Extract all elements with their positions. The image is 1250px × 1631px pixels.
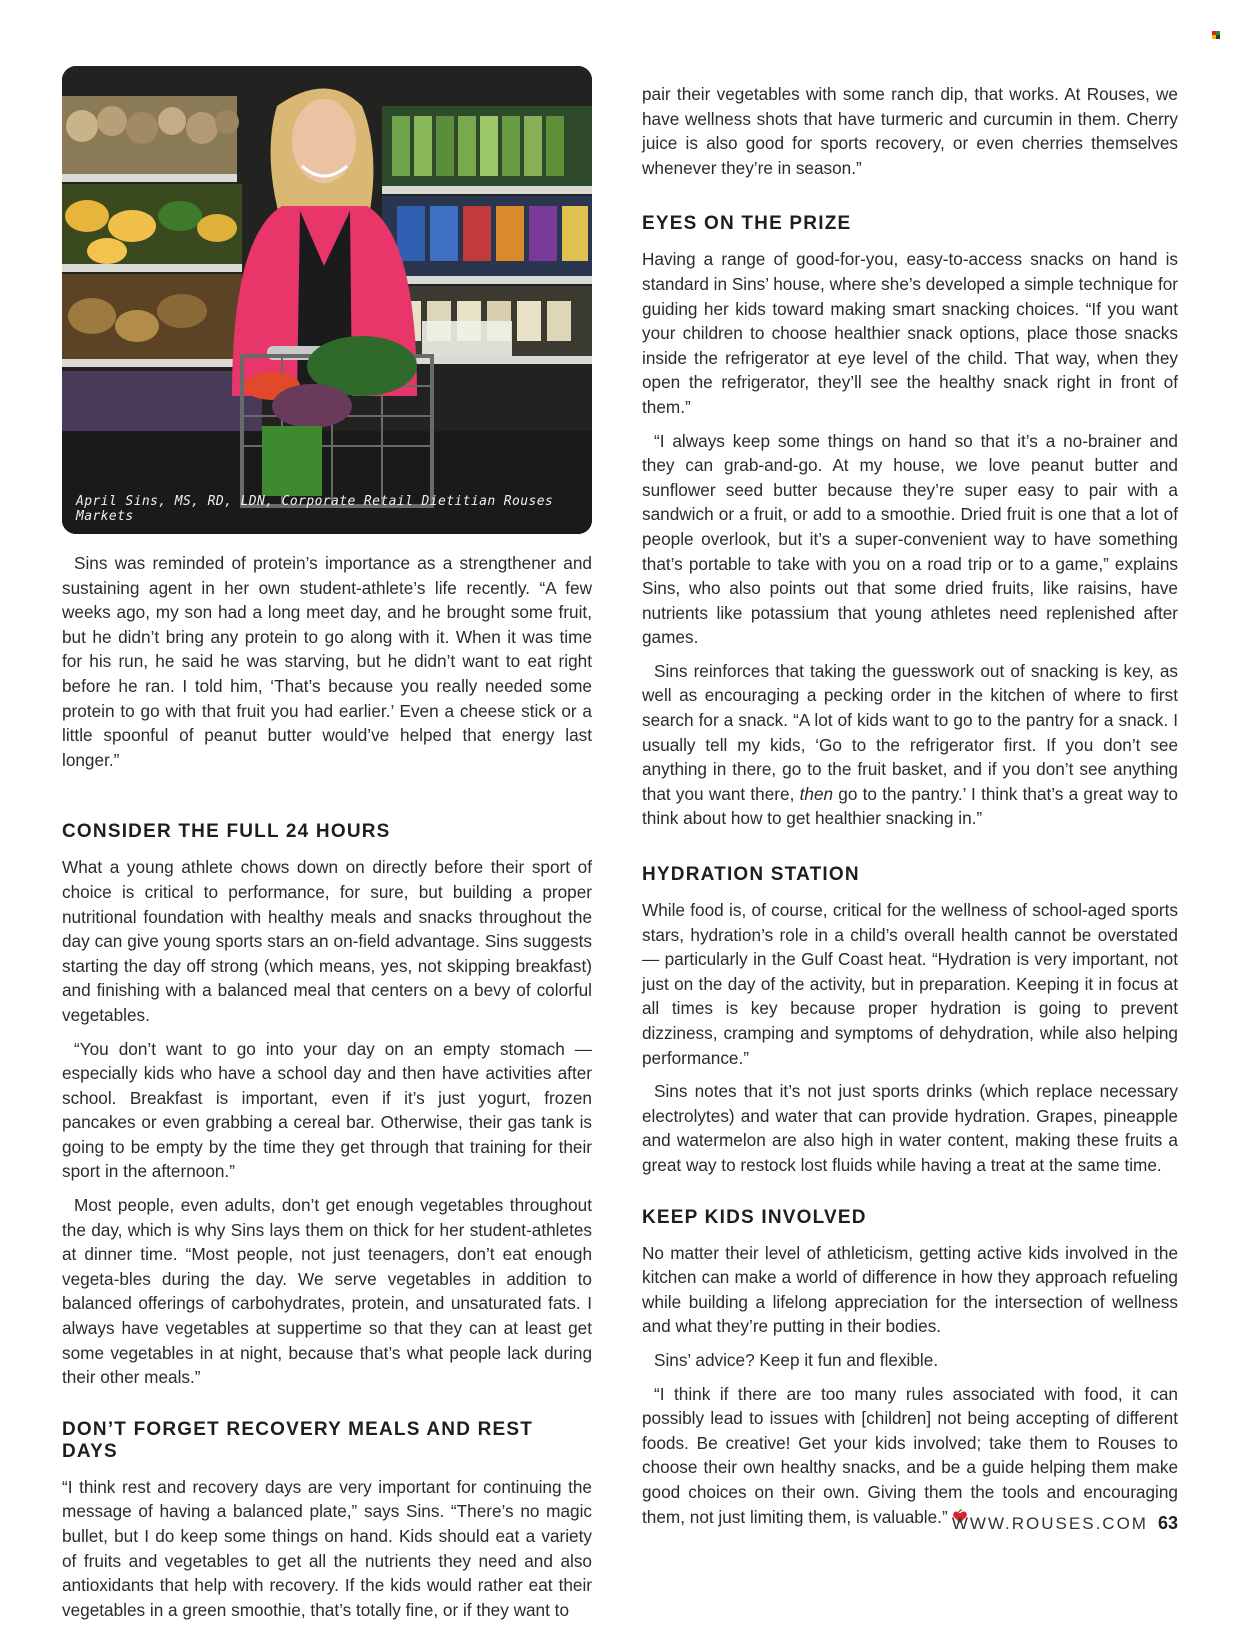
paragraph: Sins’ advice? Keep it fun and flexible. (654, 1349, 939, 1370)
website-url[interactable]: WWW.ROUSES.COM (951, 1514, 1148, 1533)
intro-paragraph: Sins was reminded of protein’s importance as a strengthener and sustaining agent in her own student-athlete’s life recently. “A few weeks ago, my son had a long meet day, and he brought some fruit, but he didn’t bring any protein to go along with it. When it was time for his run, he said he was starving, but he didn’t want to eat right before he ran. I told him, ‘That’s because you really needed some protein to go with that fruit you had earlier.’ Even a cheese stick or a little spoonful of peanut butter would’ve helped that energy last longer.” (62, 553, 592, 770)
paragraph: Having a range of good-for-you, easy-to-access snacks on hand is standard in Sins’ house, where she’s developed a simple technique for guiding her kids toward making smart snacking choices. “If you want your children to choose healthier snack options, place those snacks inside the refrigerator at eye level of the child. That way, when they open the refrigerator, they’ll see the healthy snack right in front of them.” (642, 249, 1179, 417)
paragraph: What a young athlete chows down on directly before their sport of choice is critical to performance, for sure, but building a proper nutritional foundation with healthy meals and snacks throughout the day can give young sports stars an on-field advantage. Sins suggests starting the day off strong (which means, yes, not skipping breakfast) and finishing with a balanced meal that centers on a bevy of colorful vegetables. (62, 857, 592, 1025)
left-column (62, 66, 592, 1631)
paragraph: While food is, of course, critical for the wellness of school-aged sports stars, hydration’s role in a child’s overall health cannot be overstated — particularly in the Gulf Coast heat. “Hydration is very important, not just on the day of the activity, but in preparation. Keeping it in focus at all times is key because proper hydration is going to prevent dizziness, cramping and symptoms of dehydration, while also helping performance.” (642, 900, 1178, 1068)
paragraph (642, 659, 1178, 831)
closing-quote: “I think if there are too many rules associated with food, it can possibly lead to issues with [children] not being accepting of different foods. Be creative! Get your kids involved; take them to Rouses to choose their own healthy snacks, and be a guide helping them make good choices on their own. Giving them the tools and encouraging them, not just limiting them, is valuable.” (642, 1383, 1178, 1527)
paragraph (642, 1382, 1178, 1530)
page-footer (952, 1513, 1178, 1534)
page-number: 63 (1157, 1513, 1178, 1533)
section-heading-hydration-station: HYDRATION STATION (642, 864, 860, 886)
section-heading-eyes-on-the-prize: EYES ON THE PRIZE (642, 213, 852, 235)
paragraph: “You don’t want to go into your day on an empty stomach — especially kids who have a school day and then have activities after school. Breakfast is important, even if it’s just yogurt, frozen pancakes or even grabbing a cereal bar. Otherwise, their gas tank is going to be empty by the time they get through that training for their sport in the afternoon.” (62, 1038, 592, 1182)
color-registration-mark (1212, 31, 1220, 39)
dietitian-photo (62, 66, 592, 534)
section-heading-full-24-hours: CONSIDER THE FULL 24 HOURS (62, 821, 391, 843)
pantry-emphasis: then (799, 783, 834, 804)
paragraph: “I always keep some things on hand so that it’s a no-brainer and they can grab-and-go. At my house, we love peanut butter and sunflower seed butter because they’re super easy to pair with a sandwich or a fruit, or add to a smoothie. Dried fruit is one that a lot of people overlook, but it’s a super-convenient way to have something that’s portable to take with you on a road trip or to a game,” explains Sins, who also points out that some dried fruits, like raisins, have nutrients like potassium that young athletes need replenished after games. (642, 430, 1178, 648)
right-column (642, 82, 1178, 1538)
paragraph: Most people, even adults, don’t get enough vegetables throughout the day, which is why Sins lays them on thick for her student-athletes at dinner time. “Most people, not just teenagers, don’t eat enough vegeta-bles during the day. We serve vegetables in addition to balanced offerings of carbohydrates, protein, and unsaturated fats. I always have vegetables at suppertime so that they can at least get some vegetables in at night, because that’s what people lack during their other meals.” (62, 1195, 592, 1388)
paragraph: Sins notes that it’s not just sports drinks (which replace necessary electrolytes) and water that can provide hydration. Grapes, pineapple and watermelon are also high in water content, making these fruits a great way to restock lost fluids while having a treat at the same time. (642, 1081, 1178, 1175)
paragraph: No matter their level of athleticism, getting active kids involved in the kitchen can make a world of difference in how they approach refueling while building a lifelong appreciation for the intersection of wellness and what they’re putting in their bodies. (642, 1242, 1178, 1337)
pantry-text-after: go to the pantry.’ I think that’s a great way to think about how to get healthier snacking in.” (642, 783, 1178, 829)
photo-illustration (62, 66, 592, 534)
paragraph: “I think rest and recovery days are very important for continuing the message of having a balanced plate,” says Sins. “There’s no magic bullet, but I do keep some things on hand. Kids should eat a variety of fruits and vegetables to get all the nutrients they need and also antioxidants that help with recovery. If the kids would rather eat their vegetables in a green smoothie, that’s totally fine, or if they want to (62, 1476, 592, 1620)
photo-caption: April Sins, MS, RD, LDN, Corporate Retail Dietitian Rouses Markets (76, 494, 554, 524)
section-heading-recovery: DON’T FORGET RECOVERY MEALS AND REST DAYS (62, 1418, 534, 1462)
pantry-text-before: Sins reinforces that taking the guesswork out of snacking is key, as well as encouraging a pecking order in the kitchen of where to first search for a snack. “A lot of kids want to go to the pantry for a snack. I usually tell my kids, ‘Go to the refrigerator first. If you don’t see anything in there, go to the fruit basket, and if you don’t see anything that you want there, (642, 660, 1178, 804)
section-heading-keep-kids-involved: KEEP KIDS INVOLVED (642, 1206, 867, 1228)
continuation-paragraph: pair their vegetables with some ranch dip, that works. At Rouses, we have wellness shots that have turmeric and curcumin in them. Cherry juice is also good for sports recovery, or even cherries themselves whenever they’re in season.” (642, 84, 1178, 178)
